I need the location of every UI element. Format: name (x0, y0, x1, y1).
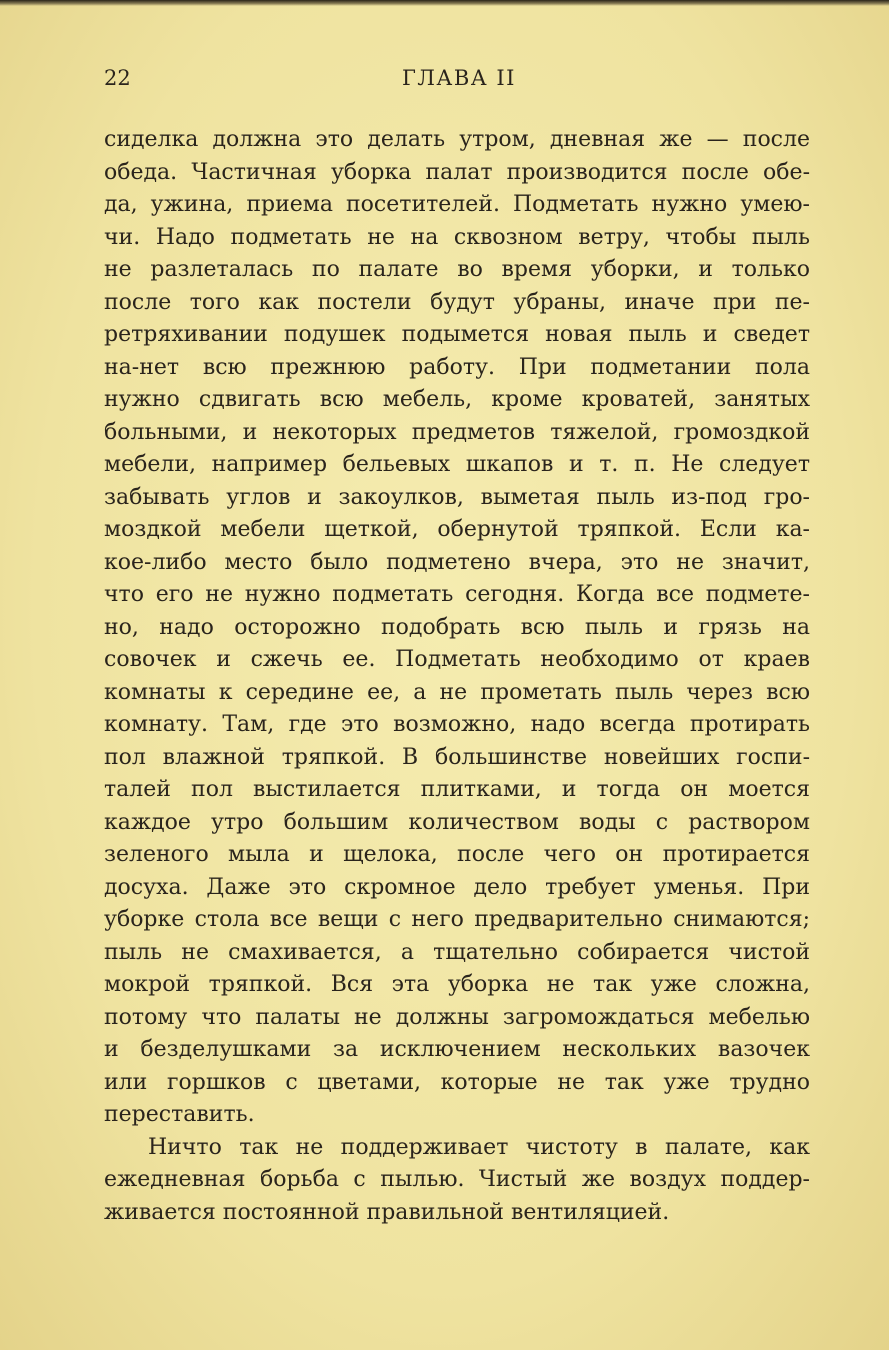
text-line: после того как постели будут убраны, иначе при пе- (104, 289, 810, 315)
text-line: мокрой тряпкой. Вся эта уборка не так уже сложна, (104, 972, 810, 997)
text-line: досуха. Даже это скромное дело требует уменья. При (104, 874, 810, 900)
text-line: что его не нужно подметать сегодня. Когда все подмете- (104, 582, 810, 607)
text-line: и безделушками за исключением нескольких вазочек (104, 1037, 810, 1062)
text-line: обеда. Частичная уборка палат производится после обе- (104, 159, 810, 185)
text-line: забывать углов и закоулков, выметая пыль из-под гро- (104, 484, 810, 510)
text-line: каждое утро большим количеством воды с раствором (104, 809, 810, 835)
text-line: комнату. Там, где это возможно, надо всегда протирать (104, 712, 810, 737)
running-head: ГЛАВА II (402, 66, 516, 90)
body-text (104, 124, 810, 1229)
text-line: уборке стола все вещи с него предварительно снимаются; (104, 907, 810, 932)
page-header (104, 66, 810, 96)
paragraph-1 (104, 124, 810, 1132)
text-line: мебели, например бельевых шкапов и т. п. Не следует (104, 452, 810, 477)
text-line: нужно сдвигать всю мебель, кроме кроватей, занятых (104, 387, 810, 412)
text-line: Ничто так не поддерживает чистоту в палате, как (148, 1134, 810, 1160)
text-line: талей пол выстилается плитками, и тогда он моется (104, 777, 810, 802)
text-line: ежедневная борьба с пылью. Чистый же воздух поддер- (104, 1167, 810, 1192)
text-line: ретряхивании подушек подымется новая пыль и сведет (104, 322, 810, 347)
text-line: да, ужина, приема посетителей. Подметать нужно умею- (104, 192, 810, 217)
text-line: или горшков с цветами, которые не так уже трудно (104, 1069, 810, 1095)
page-top-edge (0, 0, 889, 6)
text-line: совочек и сжечь ее. Подметать необходимо от краев (104, 647, 810, 672)
text-line: на-нет всю прежнюю работу. При подметании пола (104, 354, 810, 380)
text-line: не разлеталась по палате во время уборки, и только (104, 257, 810, 282)
text-line: чи. Надо подметать не на сквозном ветру, чтобы пыль (104, 224, 810, 250)
text-line: живается постоянной правильной вентиляцией. (104, 1199, 670, 1225)
paragraph-2 (104, 1132, 810, 1230)
text-line: моздкой мебели щеткой, обернутой тряпкой. Если ка- (104, 517, 810, 542)
text-line: пол влажной тряпкой. В большинстве новейших госпи- (104, 744, 810, 770)
text-line: но, надо осторожно подобрать всю пыль и грязь на (104, 614, 810, 640)
text-line: больными, и некоторых предметов тяжелой, громоздкой (104, 419, 810, 445)
text-line: кое-либо место было подметено вчера, это не значит, (104, 549, 810, 575)
page-number: 22 (104, 66, 131, 90)
text-line: зеленого мыла и щелока, после чего он протирается (104, 842, 810, 867)
text-line: пыль не смахивается, а тщательно собирается чистой (104, 939, 810, 965)
text-line: переставить. (104, 1102, 255, 1127)
text-line: сиделка должна это делать утром, дневная же — после (104, 127, 810, 152)
text-line: потому что палаты не должны загромождаться мебелью (104, 1004, 810, 1030)
text-line: комнаты к середине ее, а не прометать пыль через всю (104, 679, 810, 705)
